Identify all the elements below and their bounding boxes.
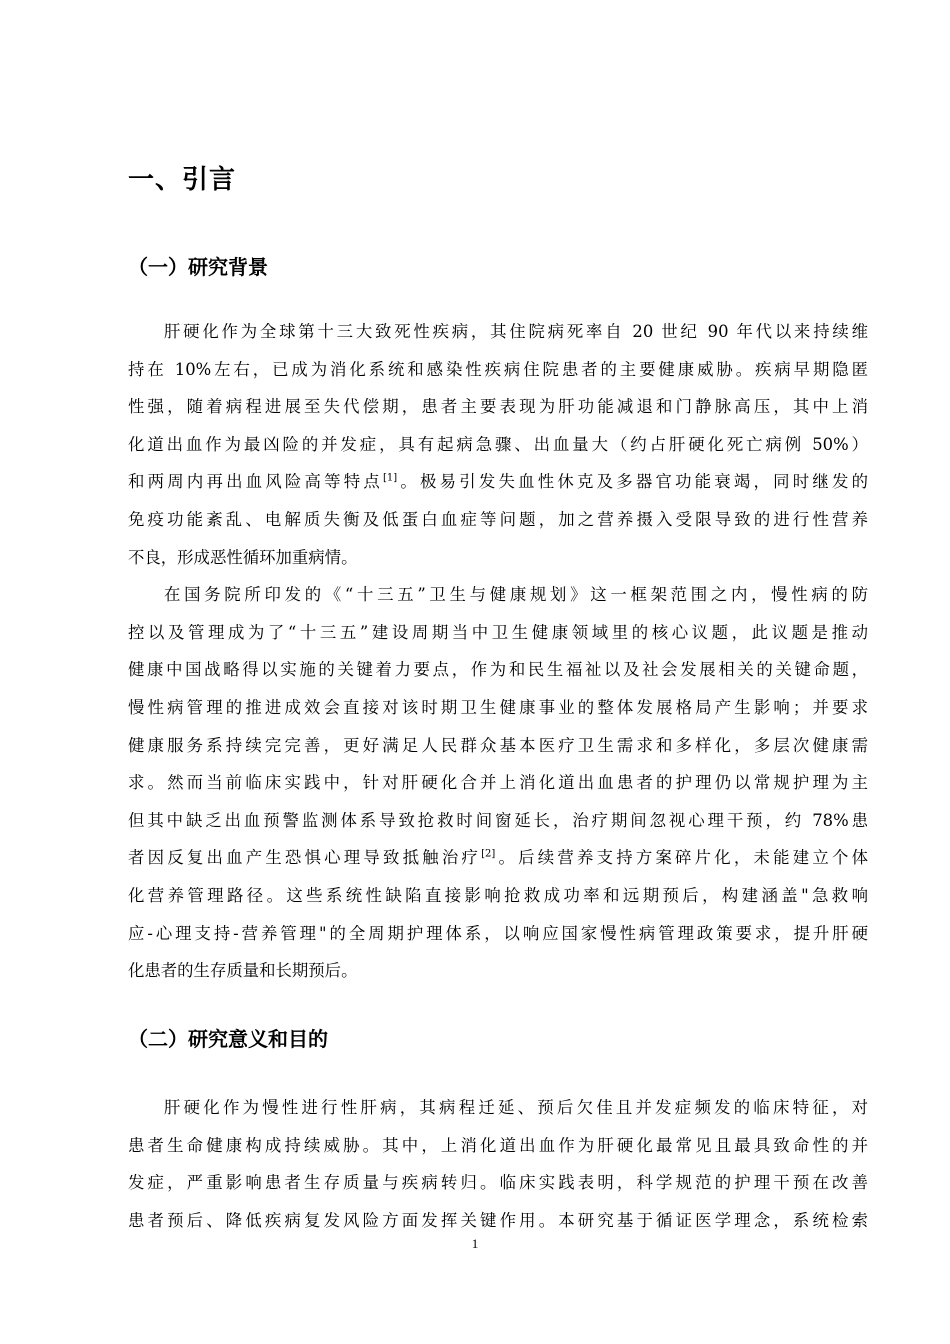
text-line: 在国务院所印发的《“十三五”卫生与健康规划》这一框架范围之内，慢性病的防: [164, 585, 868, 605]
text-line: 化道出血作为最凶险的并发症，具有起病急骤、出血量大（约占肝硬化死亡病例 50%）: [128, 434, 868, 454]
section-heading-background: （一）研究背景: [128, 255, 268, 279]
text-line: 控以及管理成为了“十三五”建设周期当中卫生健康领域里的核心议题，此议题是推动: [128, 622, 868, 642]
text-line: 化营养管理路径。这些系统性缺陷直接影响抢救成功率和远期预后，构建涵盖"急救响: [128, 885, 868, 905]
text-line: 化患者的生存质量和长期预后。: [128, 961, 358, 981]
text-line: 健康服务系持续完完善，更好满足人民群众基本医疗卫生需求和多样化，多层次健康需: [128, 735, 868, 755]
section-background-body: [128, 313, 868, 990]
text-line: 免疫功能紊乱、电解质失衡及低蛋白血症等问题，加之营养摄入受限导致的进行性营养: [128, 509, 868, 529]
text-line: 健康中国战略得以实施的关键着力要点，作为和民生福祉以及社会发展相关的关键命题，: [128, 660, 868, 680]
line-text: 。后续营养支持方案碎片化，未能建立个体: [495, 848, 869, 868]
text-line: 患者生命健康构成持续威胁。其中，上消化道出血作为肝硬化最常见且最具致命性的并: [128, 1135, 868, 1155]
line-text: 者因反复出血产生恐惧心理导致抵触治疗: [128, 848, 482, 868]
text-line: 慢性病管理的推进成效会直接对该时期卫生健康事业的整体发展格局产生影响；并要求: [128, 697, 868, 717]
text-line: 性强，随着病程进展至失代偿期，患者主要表现为肝功能减退和门静脉高压，其中上消: [128, 397, 868, 417]
text-line: 应-心理支持-营养管理"的全周期护理体系，以响应国家慢性病管理政策要求，提升肝硬: [128, 923, 868, 943]
section-heading-significance: （二）研究意义和目的: [128, 1027, 328, 1051]
text-line: 持在 10%左右，已成为消化系统和感染性疾病住院患者的主要健康威胁。疾病早期隐匿: [128, 359, 868, 379]
text-line: 肝硬化作为慢性进行性肝病，其病程迁延、预后欠佳且并发症频发的临床特征，对: [164, 1098, 868, 1117]
line-text: 。极易引发失血性休克及多器官功能衰竭，同时继发的: [397, 472, 869, 492]
text-line: 肝硬化作为全球第十三大致死性疾病，其住院病死率自 20 世纪 90 年代以来持续维: [164, 322, 868, 341]
text-line: 不良，形成恶性循环加重病情。: [128, 547, 358, 567]
text-line: 但其中缺乏出血预警监测体系导致抢救时间窗延长，治疗期间忽视心理干预，约 78%患: [128, 810, 868, 830]
page-number: 1: [471, 1236, 479, 1251]
citation-ref: [2]: [481, 848, 496, 860]
section-significance-body: [128, 1089, 868, 1239]
line-text: 和两周内再出血风险高等特点: [128, 472, 384, 492]
text-line: [128, 463, 868, 501]
text-line: [128, 839, 868, 877]
chapter-title: 一、引言: [128, 165, 237, 195]
citation-ref: [1]: [383, 472, 398, 484]
text-line: 发症，严重影响患者生存质量与疾病转归。临床实践表明，科学规范的护理干预在改善: [128, 1173, 868, 1193]
text-line: 患者预后、降低疾病复发风险方面发挥关键作用。本研究基于循证医学理念，系统检索: [128, 1210, 868, 1230]
text-line: 求。然而当前临床实践中，针对肝硬化合并上消化道出血患者的护理仍以常规护理为主: [128, 773, 868, 793]
